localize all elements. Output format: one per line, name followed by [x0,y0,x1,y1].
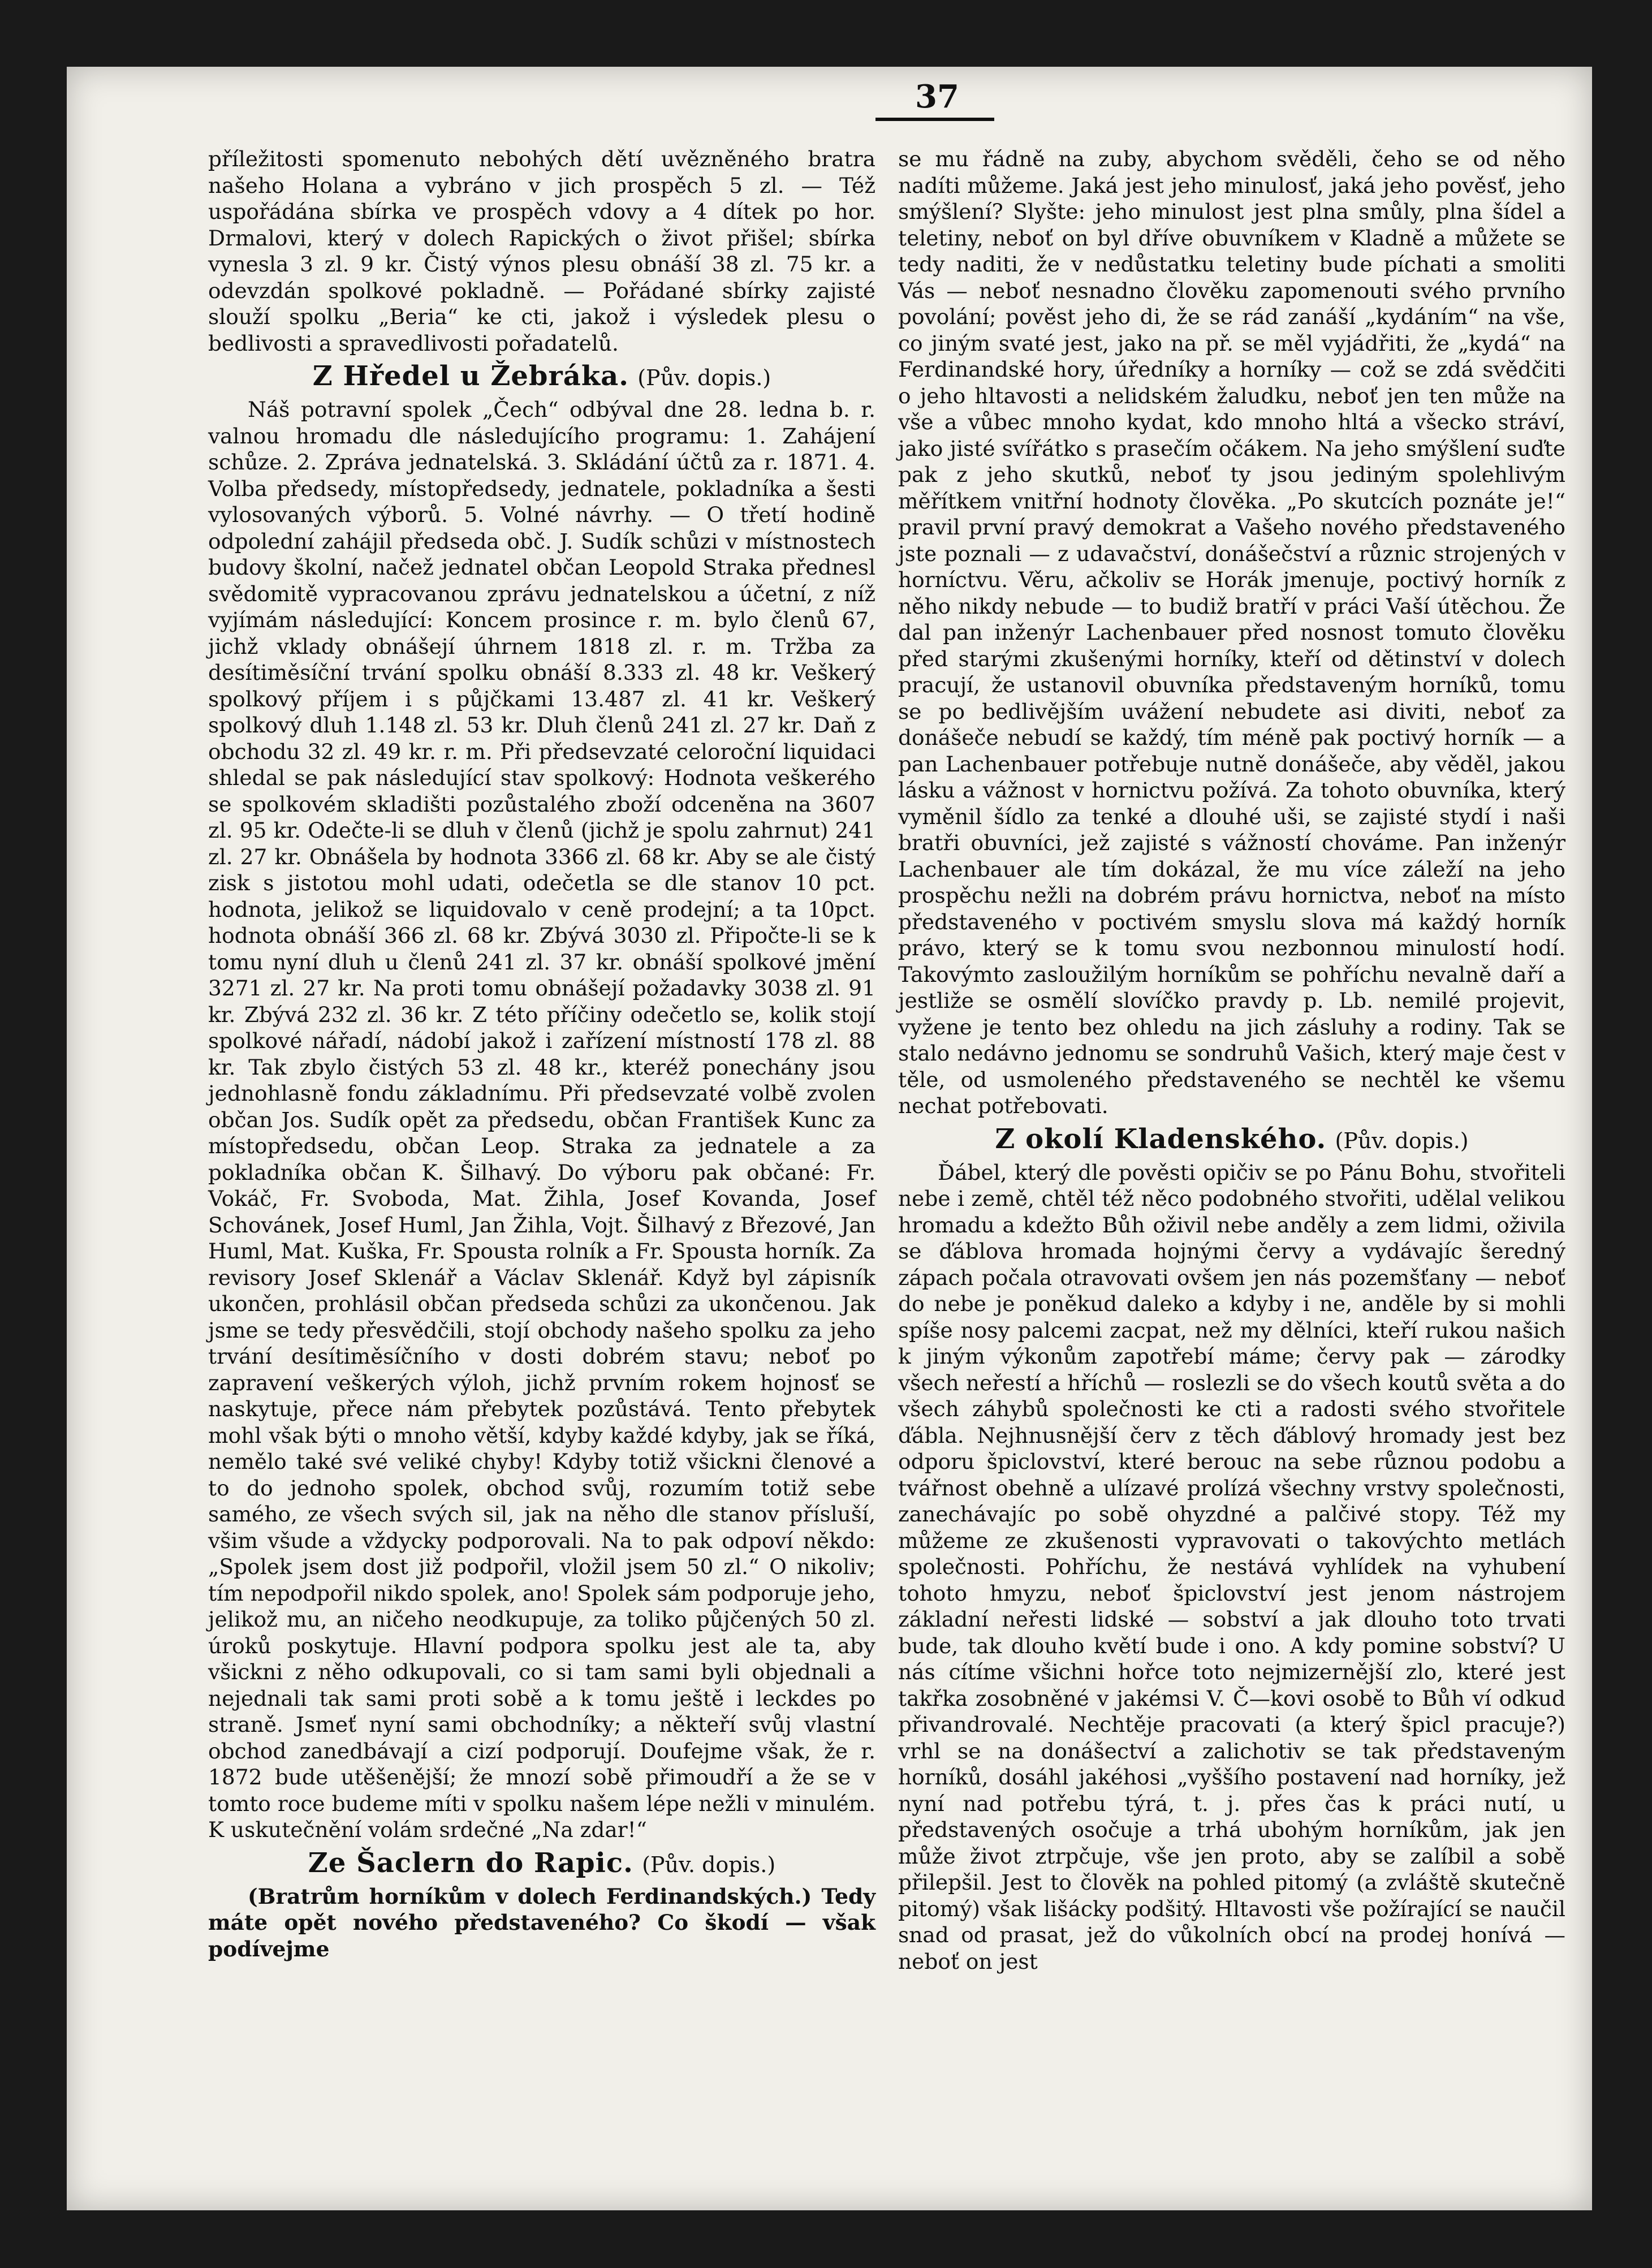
right-paragraph-2: Ďábel, který dle pověsti opičiv se po Pánu Bohu, stvořiteli nebe i země, chtěl též něco podobného stvořiti, udělal velikou hromadu a kdežto Bůh oživil nebe anděly a zem lidmi, oživila se ďáblova hromada hojnými červy a vydávajíc šeredný zápach počala otravovati ovšem jen nás pozemšťany — neboť do nebe je poněkud daleko a kdyby i ne, anděle by si mohli spíše nosy palcemi zacpat, než my dělníci, kteří rukou našich k jiným výkonům zapotřebí máme; červy pak — zárodky všech neřestí a hříchů — roslezli se do všech koutů světa a do všech záhybů společnosti ke cti a radosti svého stvořitele ďábla. Nejhnusnější červ z těch ďáblový hromady jest bez odporu špiclovství, které berouc na sebe různou podobu a tvářnost obehně a ulízavé prolízá všechny vrstvy společnosti, zanechávajíc po sobě ohyzdné a palčivé stopy. Též my můžeme ze zkušenosti vypravovati o takovýchto metlách společnosti. Pohříchu, že nestává vyhlídek na vyhubení tohoto hmyzu, neboť špiclovství jest jenom nástrojem základní neřesti lidské — sobství a jak dlouho toto trvati bude, tak dlouho květí bude i ono. A kdy pomine sobství? U nás cítíme všichni hořce toto nejmizernější zlo, které jest takřka zosobněné v jakémsi V. Č—kovi osobě to Bůh ví odkud přivandrovalé. Nechtěje pracovati (a který špicl pracuje?) vrhl se na donášectví a zalichotiv se tak představeným horníků, dosáhl jakéhosi „vyššího postavení nad horníky, jež nyní nad potřebu týrá, t. j. přes čas k práci nutí, u představených osočuje a trhá ubohým horníkům, jak jen může život ztrpčuje, vše jen proto, aby se zalíbil a sobě přilepšil. Jest to člověk na pohled pitomý (a zvláště skutečně pitomý) však lišácky podšitý. Hltavosti vše požírající se naučil snad od prasat, jež do vůkolních obcí na prodej honívá — neboť on jest [898,1159,1565,1974]
page-number: 37 [915,78,959,115]
right-heading-1 [898,1123,1565,1157]
right-paragraph-1: se mu řádně na zuby, abychom svěděli, čeho se od něho nadíti můžeme. Jaká jest jeho minulosť, jaká jeho pověsť, jeho smýšlení? Slyšte: jeho minulost jest plna smůly, plna šídel a teletiny, neboť on byl dříve obuvníkem v Kladně a můžete se tedy naditi, že v nedůstatku teletiny bude píchati a smoliti Vás — neboť nesnadno člověku zapomenouti svého prvního povolání; pověst jeho di, že se rád zanáší „kydáním“ na vše, co jiným svaté jest, jako na př. se měl vyjádřiti, že „kydá“ na Ferdinandské hory, úředníky a horníky — což se zdá svědčiti o jeho hltavosti a nelidském žaludku, neboť jen ten může na vše a vůbec mnoho kydat, kdo mnoho hltá a všecko stráví, jako jisté svířátko s prasečím očákem. Na jeho smýšlení suďte pak z jeho skutků, neboť ty jsou jediným spolehlivým měřítkem vnitřní hodnoty člověka. „Po skutcích poznáte je!“ pravil první pravý demokrat a Vašeho nového představeného jste poznali — z udavačství, donášečství a různic strojených v horníctvu. Věru, ačkoliv se Horák jmenuje, poctivý horník z něho nikdy nebude — to budiž bratří v práci Vaší útěchou. Že dal pan inženýr Lachenbauer před nosnost tomuto člověku před starými zkušenými horníky, kteří od dětinství v dolech pracují, že ustanovil obuvníka představeným horníků, tomu se po bedlivějším uvážení nebudete asi diviti, neboť za donášeče nebudí se každý, tím méně pak poctivý horník — a pan Lachenbauer potřebuje nutně donášeče, aby věděl, jakou lásku a vážnost v hornictvu požívá. Za tohoto obuvníka, který vyměnil šídlo za tenké a dlouhé uši, se zajisté stydí i naši bratři obuvníci, jež zajisté s vážností chováme. Pan inženýr Lachenbauer ale tím dokázal, že mu více záleží na jeho prospěchu nežli na dobrém právu hornictva, neboť na místo představeného v poctivém smyslu slova má každý horník právo, který se k tomu svou nezbonnou minulostí hodí. Takovýmto zasloužilým horníkům se pohříchu nevalně daří a jestliže se osmělí slovíčko pravdy p. Lb. nemilé projevit, vyžene je tento bez ohledu na jich zásluhy a rodiny. Tak se stalo nedávno jednomu se sondruhů Vašich, který maje čest v těle, od usmoleného představeného se nechtěl ke všemu nechat potřebovati. [898,146,1565,1118]
page-number-rule [875,118,994,121]
right-heading-1-title: Z okolí Kladenského. [995,1123,1327,1155]
newspaper-page [67,67,1592,2210]
left-heading-2-title: Ze Šaclern do Rapic. [308,1847,633,1879]
left-paragraph-1: příležitosti spomenuto nebohých dětí uvězněného bratra našeho Holana a vybráno v jich prospěch 5 zl. — Též uspořádána sbírka ve prospěch vdovy a 4 dítek po hor. Drmalovi, který v dolech Rapických o život přišel; sbírka vynesla 3 zl. 9 kr. Čistý výnos plesu obnáší 38 zl. 75 kr. a odevzdán spolkové pokladně. — Pořádané sbírky zajisté slouží spolku „Beria“ ke cti, jakož i výsledek plesu o bedlivosti a spravedlivosti pořadatelů. [208,146,875,356]
left-heading-1-source: (Pův. dopis.) [637,365,771,390]
left-heading-1 [208,360,875,394]
left-paragraph-2: Náš potravní spolek „Čech“ odbýval dne 28. ledna b. r. valnou hromadu dle následujícího programu: 1. Zahájení schůze. 2. Zpráva jednatelská. 3. Skládání účtů za r. 1871. 4. Volba předsedy, místopředsedy, jednatele, pokladníka a šesti vylosovaných výborů. 5. Volné návrhy. — O třetí hodině odpolední zahájil předseda obč. J. Sudík schůzi v místnostech budovy školní, načež jednatel občan Leopold Straka přednesl svědomitě vypracovanou zprávu jednatelskou a účetní, z níž vyjímám následující: Koncem prosince r. m. bylo členů 67, jichž vklady obnášejí úhrnem 1818 zl. r. m. Tržba za desítiměsíční trvání spolku obnáší 8.333 zl. 48 kr. Veškerý spolkový příjem i s půjčkami 13.487 zl. 41 kr. Veškerý spolkový dluh 1.148 zl. 53 kr. Dluh členů 241 zl. 27 kr. Daň z obchodu 32 zl. 49 kr. r. m. Při předsevzaté celoroční liquidaci shledal se pak následující stav spolkový: Hodnota veškerého se spolkovém skladišti pozůstalého zboží odceněna na 3607 zl. 95 kr. Odečte-li se dluh v členů (jichž je spolu zahrnut) 241 zl. 27 kr. Obnášela by hodnota 3366 zl. 68 kr. Aby se ale čistý zisk s jistotou mohl udati, odečetla se dle stanov 10 pct. hodnota, jelikož se liquidovalo v ceně prodejní; a ta 10pct. hodnota obnáší 366 zl. 68 kr. Zbývá 3030 zl. Připočte-li se k tomu nyní dluh u členů 241 zl. 37 kr. obnáší spolkové jmění 3271 zl. 27 kr. Na proti tomu obnášejí požadavky 3038 zl. 91 kr. Zbývá 232 zl. 36 kr. Z této příčiny odečetlo se, kolik stojí spolkové nářadí, nádobí jakož i zařízení místností 178 zl. 88 kr. Tak zbylo čistých 53 zl. 48 kr., kteréž ponechány jsou jednohlasně fondu základnímu. Při předsevzaté volbě zvolen občan Jos. Sudík opět za předsedu, občan František Kunc za místopředsedu, občan Leop. Straka za jednatele a za pokladníka občan K. Šilhavý. Do výboru pak občané: Fr. Vokáč, Fr. Svoboda, Mat. Žihla, Josef Kovanda, Josef Schovánek, Josef Huml, Jan Žihla, Vojt. Šilhavý z Březové, Jan Huml, Mat. Kuška, Fr. Spousta rolník a Fr. Spousta horník. Za revisory Josef Sklenář a Václav Sklenář. Když byl zápisník ukončen, prohlásil občan předseda schůzi za ukončenou. Jak jsme se tedy přesvědčili, stojí obchody našeho spolku za jeho trvání desítiměsíčního v dosti dobrém stavu; neboť po zapravení veškerých výloh, jichž prvním rokem hojnosť se naskytuje, přece nám přebytek pozůstává. Tento přebytek mohl však býti o mnoho větší, kdyby každé kdyby, jak se říká, nemělo také své veliké chyby! Kdyby totiž všickni členové a to do jednoho spolek, obchod svůj, rozumím totiž sebe samého, ze všech svých sil, jak na něho dle stanov přísluší, všim všude a vždycky podporovali. Na to pak odpoví někdo: „Spolek jsem dost již podpořil, vložil jsem 50 zl.“ O nikoliv; tím nepodpořil nikdo spolek, ano! Spolek sám podporuje jeho, jelikož mu, an ničeho neodkupuje, za toliko půjčených 50 zl. úroků poskytuje. Hlavní podpora spolku jest ale ta, aby všickni z něho odkupovali, co si tam sami byli objednali a nejednali tak sami proti sobě a k tomu ještě i leckdes po straně. Jsmeť nyní sami obchodníky; a někteří svůj vlastní obchod zanedbávají a cizí podporují. Doufejme však, že r. 1872 bude utěšenější; že mnozí sobě přimoudří a že se v tomto roce budeme míti v spolku našem lépe nežli v minulém. K uskutečnění volám srdečné „Na zdar!“ [208,397,875,1842]
right-column [898,146,1565,1974]
left-heading-2 [208,1847,875,1881]
left-column [208,146,875,1962]
right-heading-1-source: (Pův. dopis.) [1335,1128,1469,1153]
left-heading-1-title: Z Hředel u Žebráka. [312,360,629,392]
left-paragraph-3: (Bratrům horníkům v dolech Ferdinandských.) Tedy máte opět nového představeného? Co škodí — však podívejme [208,1883,875,1961]
left-heading-2-source: (Pův. dopis.) [642,1852,776,1877]
